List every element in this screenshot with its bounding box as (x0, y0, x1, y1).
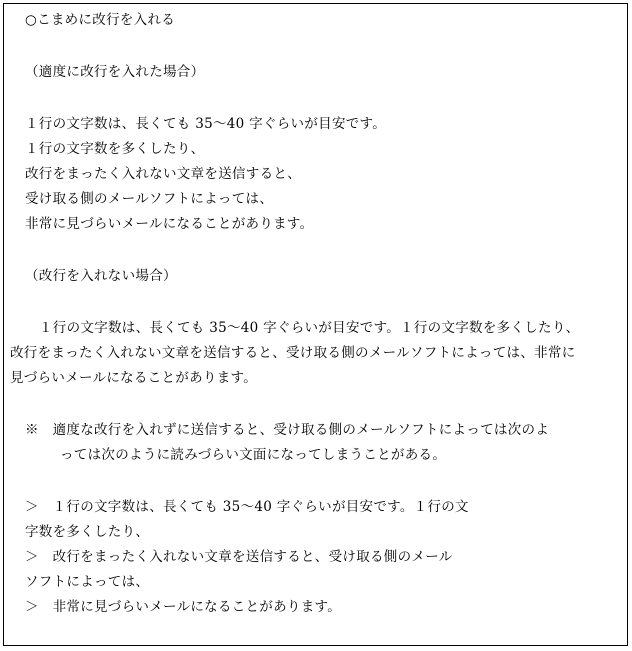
note-line: っては次のように読みづらい文面になってしまうことがある。 (60, 447, 447, 463)
with-breaks-line: １行の文字数を多くしたり、 (25, 141, 205, 157)
quoted-line: ＞ 非常に見づらいメールになることがあります。 (25, 599, 342, 615)
without-breaks-line: 改行をまったく入れない文章を送信すると、受け取る側のメールソフトによっては、非常に (10, 345, 576, 361)
document-frame (3, 3, 628, 646)
without-breaks-label: （改行を入れない場合） (25, 268, 177, 284)
with-breaks-line: 受け取る側のメールソフトによっては、 (25, 191, 274, 207)
with-breaks-line: １行の文字数は、長くても 35～40 字ぐらいが目安です。 (25, 116, 387, 132)
with-breaks-label: （適度に改行を入れた場合） (25, 64, 205, 80)
with-breaks-line: 改行をまったく入れない文章を送信すると、 (25, 166, 301, 182)
quoted-line: ＞ １行の文字数は、長くても 35～40 字ぐらいが目安です。１行の文 (25, 499, 469, 515)
without-breaks-line: 見づらいメールになることがあります。 (10, 370, 258, 386)
with-breaks-line: 非常に見づらいメールになることがあります。 (25, 216, 314, 232)
without-breaks-line: １行の文字数は、長くても 35～40 字ぐらいが目安です。１行の文字数を多くしたり、 (39, 320, 580, 336)
quoted-line: ソフトによっては、 (25, 574, 150, 590)
section-heading: ○こまめに改行を入れる (25, 12, 176, 28)
quoted-line: 字数を多くしたり、 (25, 524, 150, 540)
note-line: ※ 適度な改行を入れずに送信すると、受け取る側のメールソフトによっては次のよ (25, 422, 550, 438)
quoted-line: ＞ 改行をまったく入れない文章を送信すると、受け取る側のメール (25, 549, 453, 565)
